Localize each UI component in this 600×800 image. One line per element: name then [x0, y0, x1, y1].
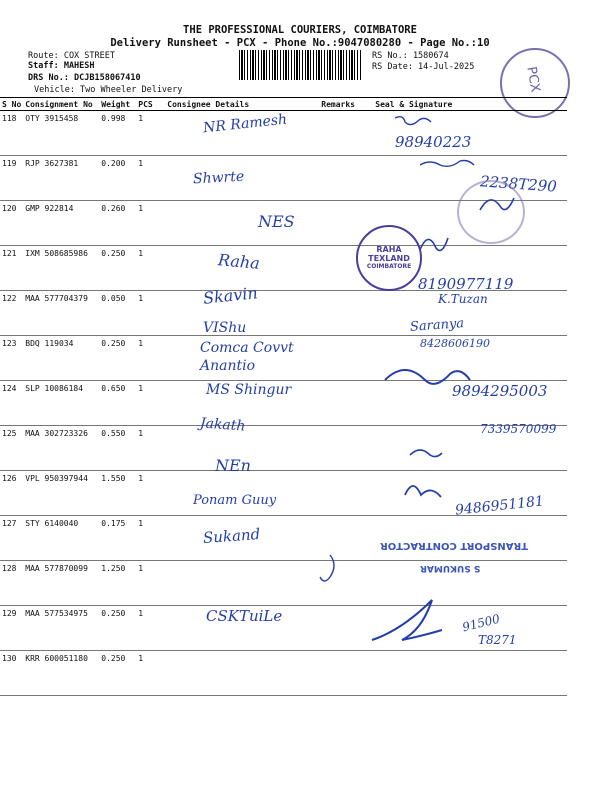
row-pcs: 1	[136, 201, 165, 246]
row-sno: 121	[0, 246, 23, 291]
row-remarks	[319, 291, 373, 336]
row-weight: 0.250	[99, 606, 136, 651]
handwritten-name: CSKTuiLe	[206, 607, 283, 625]
row-consignment-no: GMP 922814	[23, 201, 99, 246]
row-pcs: 1	[136, 606, 165, 651]
row-sno: 127	[0, 516, 23, 561]
stamp-city: COIMBATORE	[366, 263, 412, 270]
handwritten-phone: 8428606190	[420, 337, 490, 350]
row-sno: 123	[0, 336, 23, 381]
row-consignment-no: IXM 508685986	[23, 246, 99, 291]
row-remarks	[319, 381, 373, 426]
row-pcs: 1	[136, 426, 165, 471]
row-remarks	[319, 471, 373, 516]
row-weight: 0.200	[99, 156, 136, 201]
handwritten-name: Raha	[217, 250, 261, 273]
company-title: THE PROFESSIONAL COURIERS, COIMBATORE	[183, 24, 417, 36]
row-weight: 0.050	[99, 291, 136, 336]
row-consignment-no: MAA 577704379	[23, 291, 99, 336]
row-weight: 0.550	[99, 426, 136, 471]
handwritten-name: Sukand	[202, 525, 261, 547]
handwritten-name: NEn	[215, 456, 251, 475]
row-consignment-no: BDQ 119034	[23, 336, 99, 381]
row-remarks	[319, 111, 373, 156]
row-weight: 0.175	[99, 516, 136, 561]
row-remarks	[319, 561, 373, 606]
row-consignment-no: SLP 10086184	[23, 381, 99, 426]
handwritten-name: Jakath	[199, 415, 246, 435]
transport-stamp-line2: S SUKUMAR	[420, 563, 481, 573]
vehicle-label: Vehicle: Two Wheeler Delivery	[34, 85, 183, 95]
pcx-stamp-text: PCX	[523, 65, 543, 94]
handwritten-name: NES	[258, 212, 295, 231]
handwritten-name: Comca Covvt	[200, 340, 294, 356]
row-consignment-no: MAA 577534975	[23, 606, 99, 651]
row-weight: 0.260	[99, 201, 136, 246]
row-sno: 128	[0, 561, 23, 606]
row-pcs: 1	[136, 381, 165, 426]
row-weight: 0.250	[99, 246, 136, 291]
row-pcs: 1	[136, 561, 165, 606]
table-row	[0, 561, 567, 606]
rs-date: RS Date: 14-Jul-2025	[372, 62, 475, 72]
row-pcs: 1	[136, 291, 165, 336]
row-sno: 122	[0, 291, 23, 336]
row-sno: 126	[0, 471, 23, 516]
row-weight: 1.250	[99, 561, 136, 606]
row-sno: 124	[0, 381, 23, 426]
handwritten-name: MS Shingur	[206, 382, 292, 398]
handwritten-phone: 2238T290	[479, 172, 558, 196]
handwritten-name: Ponam Guuy	[193, 493, 277, 508]
handwritten-name: VIShu	[203, 320, 247, 336]
handwritten-phone: 9486951181	[454, 493, 545, 519]
row-remarks	[319, 336, 373, 381]
handwritten-name: NR Ramesh	[202, 111, 288, 137]
row-consignee	[165, 201, 319, 246]
route-label: Route: COX STREET	[28, 51, 115, 61]
row-weight: 0.250	[99, 336, 136, 381]
row-remarks	[319, 426, 373, 471]
handwritten-phone: T8271	[478, 633, 517, 647]
row-sno: 129	[0, 606, 23, 651]
electronics-stamp	[457, 180, 525, 244]
row-seal	[373, 516, 567, 561]
row-pcs: 1	[136, 336, 165, 381]
table-row	[0, 516, 567, 561]
row-consignment-no: STY 6140040	[23, 516, 99, 561]
row-weight: 0.650	[99, 381, 136, 426]
row-sno: 119	[0, 156, 23, 201]
col-pcs: PCS	[136, 98, 165, 111]
row-pcs: 1	[136, 651, 165, 696]
col-sno: S No	[2, 99, 22, 109]
row-sno: 125	[0, 426, 23, 471]
row-consignment-no: MAA 302723326	[23, 426, 99, 471]
runsheet-subtitle: Delivery Runsheet - PCX - Phone No.:9047080280 - Page No.:10	[110, 37, 490, 49]
handwritten-name: Anantio	[200, 358, 256, 374]
row-weight: 0.998	[99, 111, 136, 156]
row-seal	[373, 651, 567, 696]
stamp-text: RAHA TEXLAND	[368, 245, 410, 263]
handwritten-phone: 9894295003	[452, 382, 548, 400]
handwritten-phone: 91500	[460, 611, 502, 635]
col-consignee: Consignee Details	[165, 98, 319, 111]
transport-stamp-line1: TRANSPORT CONTRACTOR	[380, 540, 529, 551]
row-consignment-no: OTY 3915458	[23, 111, 99, 156]
col-weight: Weight	[99, 98, 136, 111]
row-consignee	[165, 651, 319, 696]
row-consignee	[165, 561, 319, 606]
row-remarks	[319, 156, 373, 201]
handwritten-name: Shwrte	[192, 168, 245, 188]
handwritten-signature: K.Tuzan	[438, 292, 488, 306]
row-remarks	[319, 516, 373, 561]
rs-number: RS No.: 1580674	[372, 51, 449, 61]
row-consignment-no: MAA 577870099	[23, 561, 99, 606]
col-seal-signature: Seal & Signature	[373, 98, 567, 111]
row-pcs: 1	[136, 471, 165, 516]
row-weight: 1.550	[99, 471, 136, 516]
row-consignment-no: KRR 600051180	[23, 651, 99, 696]
raha-texland-stamp	[356, 225, 422, 291]
row-pcs: 1	[136, 246, 165, 291]
row-weight: 0.250	[99, 651, 136, 696]
handwritten-signature: Saranya	[409, 316, 465, 335]
drs-number: DRS No.: DCJB158067410	[28, 73, 141, 83]
col-remarks: Remarks	[319, 98, 373, 111]
row-remarks	[319, 651, 373, 696]
row-sno: 130	[0, 651, 23, 696]
row-remarks	[319, 606, 373, 651]
table-header-row	[0, 98, 567, 111]
barcode-image	[239, 50, 361, 80]
col-consignment: Consignment No	[23, 98, 99, 111]
row-pcs: 1	[136, 516, 165, 561]
row-pcs: 1	[136, 111, 165, 156]
row-consignment-no: RJP 3627381	[23, 156, 99, 201]
handwritten-name: Skavin	[202, 283, 259, 308]
handwritten-phone: 7339570099	[480, 422, 557, 436]
handwritten-phone: 8190977119	[418, 275, 514, 293]
row-sno: 120	[0, 201, 23, 246]
row-sno: 118	[0, 111, 23, 156]
staff-label: Staff: MAHESH	[28, 61, 95, 71]
handwritten-phone: 98940223	[395, 133, 472, 151]
row-consignment-no: VPL 950397944	[23, 471, 99, 516]
table-row	[0, 651, 567, 696]
row-pcs: 1	[136, 156, 165, 201]
